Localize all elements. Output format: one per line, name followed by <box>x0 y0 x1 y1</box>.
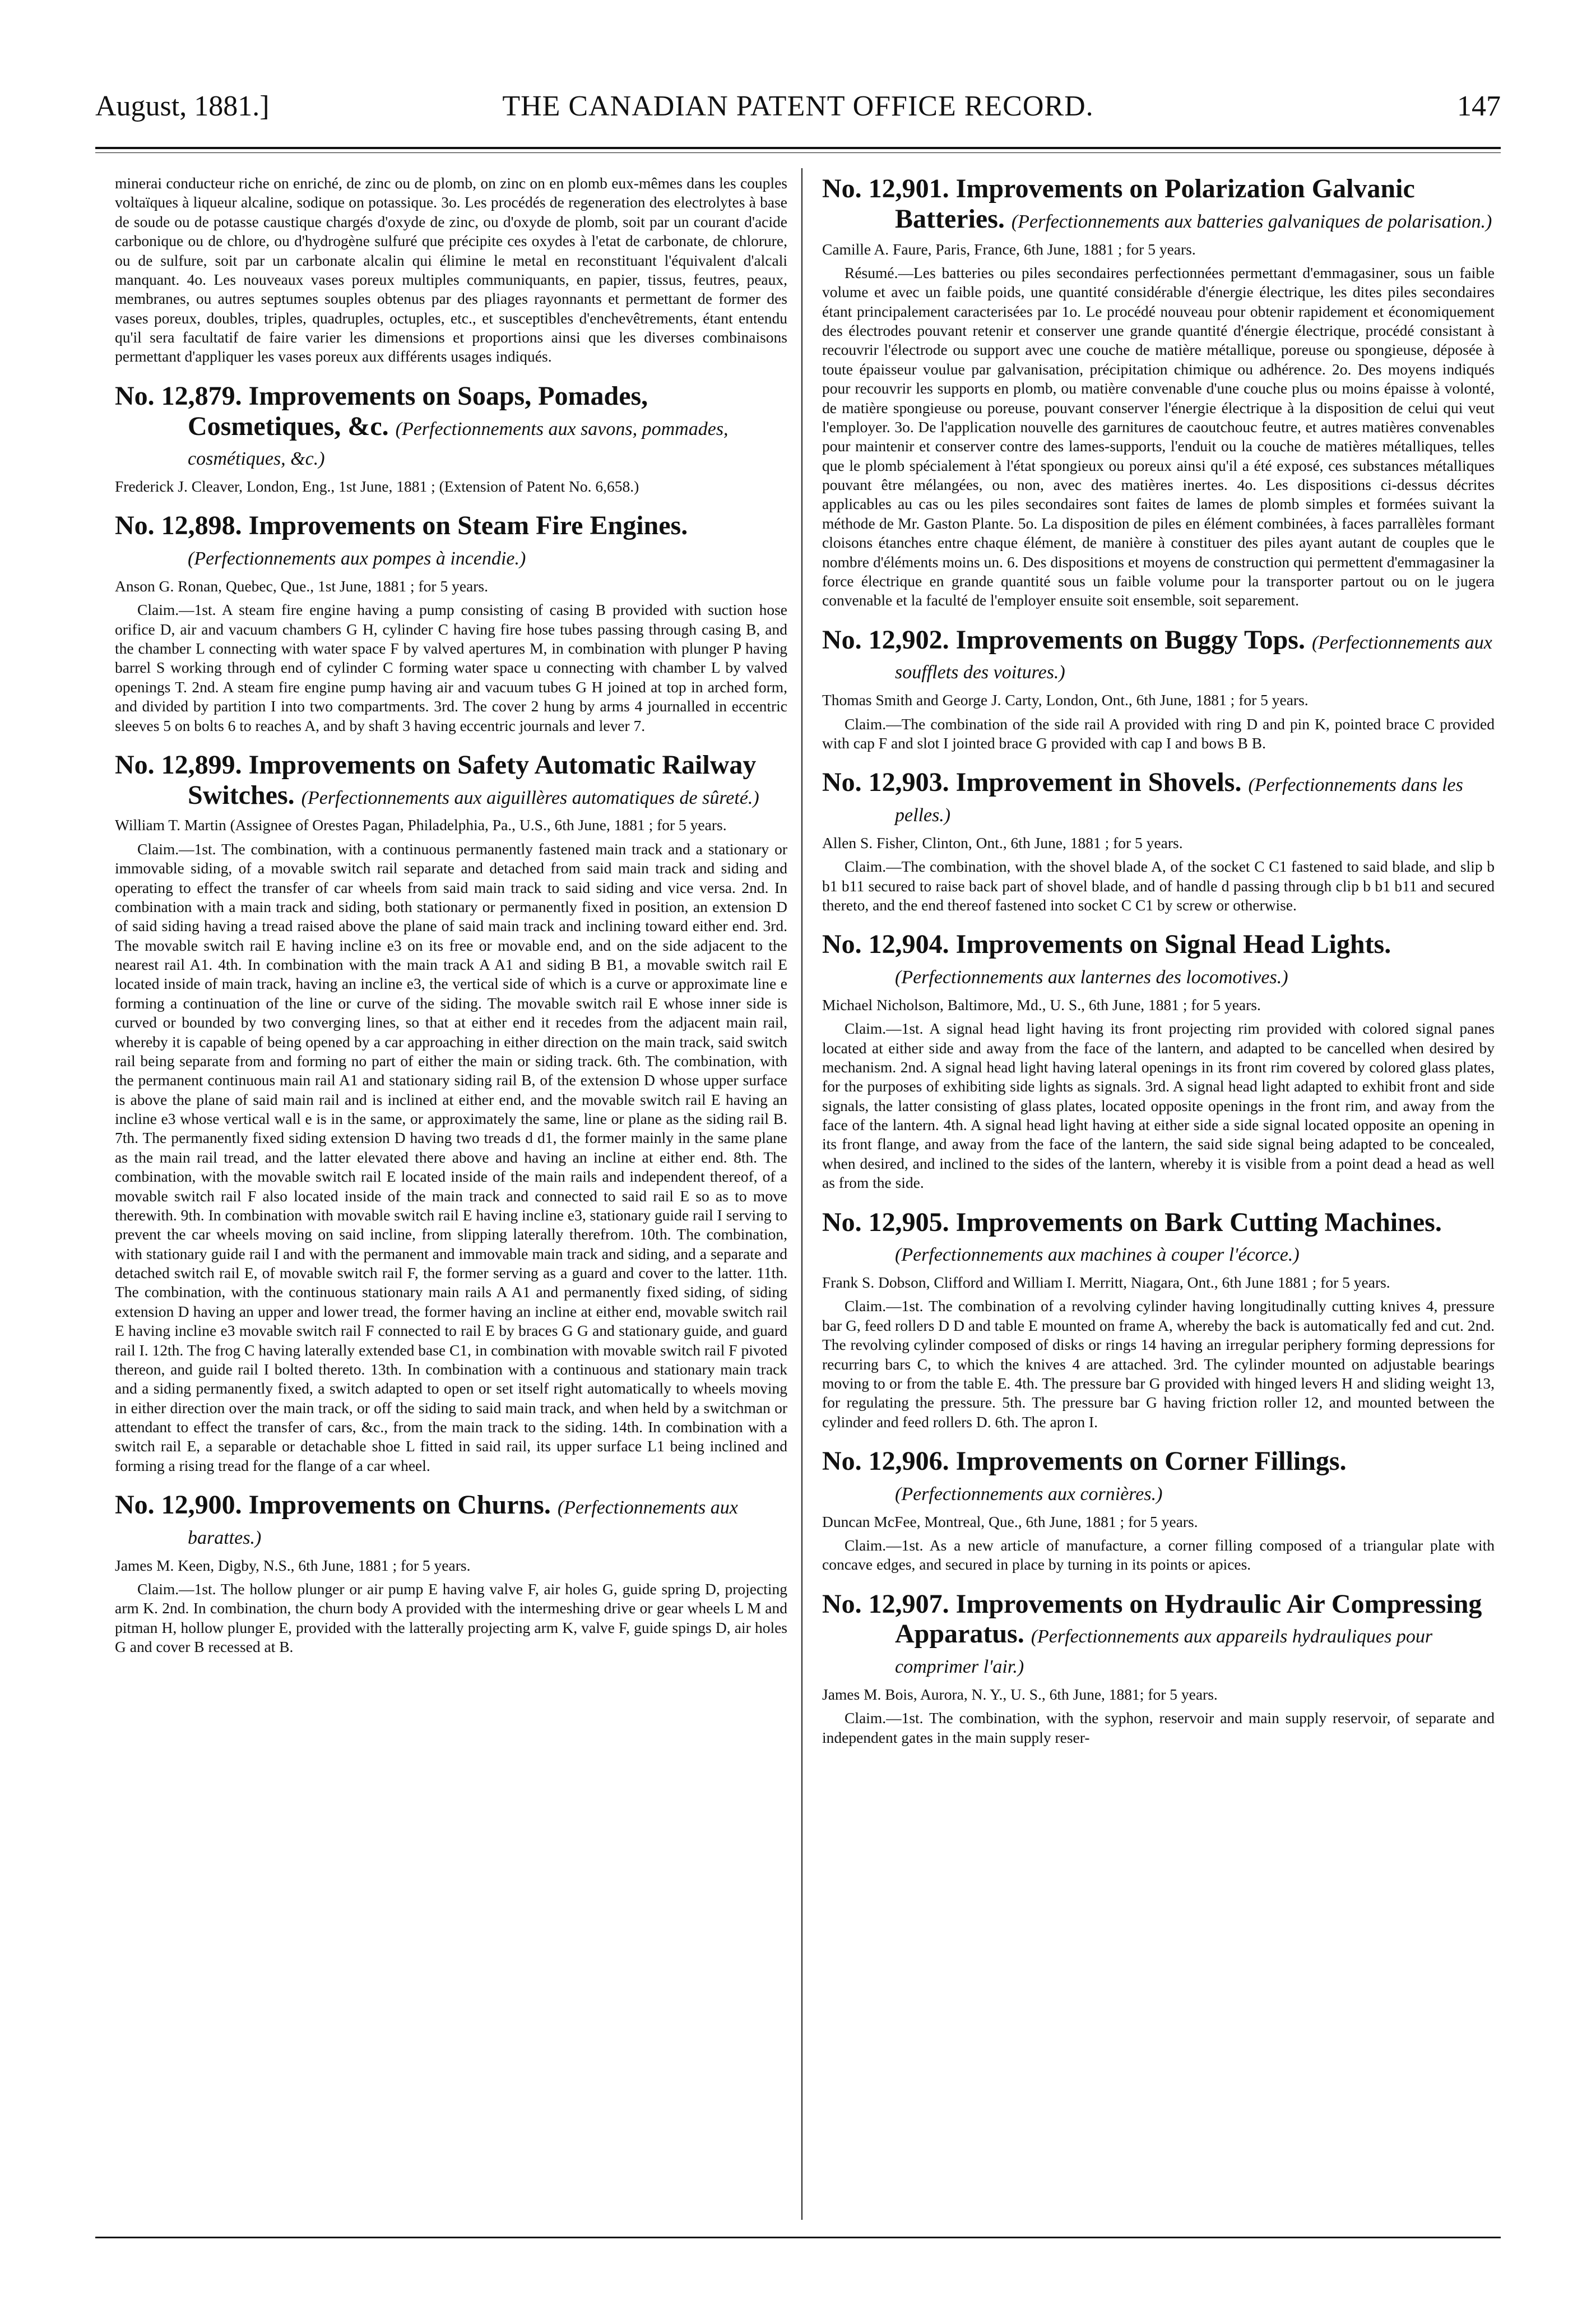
patent-number: No. 12,902. <box>822 624 949 655</box>
patent-number: No. 12,899. <box>115 749 242 780</box>
patent-applicant: Frederick J. Cleaver, London, Eng., 1st June, 1881 ; (Extension of Patent No. 6,658.) <box>115 478 639 495</box>
patent-number: No. 12,904. <box>822 929 949 960</box>
patent-title <box>115 381 787 471</box>
patent-applicant: Frank S. Dobson, Clifford and William I. Merritt, Niagara, Ont., 6th June 1881 ; for 5 years. <box>822 1274 1390 1291</box>
patent-entry <box>115 511 787 735</box>
publication-title: THE CANADIAN PATENT OFFICE RECORD. <box>502 90 1094 122</box>
patent-french-title: (Perfectionnements aux aiguillères automatiques de sûreté.) <box>301 787 759 808</box>
patent-title-text: Improvements on Bark Cutting Machines. <box>955 1207 1442 1237</box>
patent-applicant: William T. Martin (Assignee of Orestes Pagan, Philadelphia, Pa., U.S., 6th June, 1881 ; for 5 years. <box>115 816 727 834</box>
patent-french-title: (Perfectionnements aux soufflets des voitures.) <box>895 632 1492 683</box>
patent-french-title: (Perfectionnements aux barattes.) <box>188 1497 738 1548</box>
patent-applicant: Camille A. Faure, Paris, France, 6th June, 1881 ; for 5 years. <box>822 240 1196 258</box>
patent-french-title: (Perfectionnements aux savons, pommades, cosmétiques, &c.) <box>188 418 729 470</box>
patent-french-title: (Perfectionnements aux appareils hydrauliques pour comprimer l'air.) <box>895 1626 1433 1678</box>
patent-claim: Claim.—1st. The combination of a revolving cylinder having longitudinally cutting knives 4, pressure bar G, feed rollers D D and table E mounted on frame A, whereby the back is automatically fed and cut. 2nd. The revolving cylinder composed of disks or rings 14 having an irregular periphery forming depressions for recurring bars C, to which the knives 4 are attached. 3rd. The cylinder mounted on adjustable bearings moving to or from the table E. 4th. The pressure bar G provided with hinged levers H and sliding weight 13, for regulating the pressure. 5th. The pressure bar G having friction roller 12, and mounted between the cylinder and feed rollers D. 6th. The apron I. <box>822 1297 1495 1431</box>
patent-title-text: Improvements on Steam Fire Engines. <box>248 511 688 541</box>
patent-number: No. 12,905. <box>822 1207 949 1237</box>
header-rule <box>95 147 1501 149</box>
patent-number: No. 12,898. <box>115 511 242 541</box>
patent-claim: Claim.—1st. The combination, with the syphon, reservoir and main supply reservoir, of separate and independent gates in the main supply reser- <box>822 1709 1495 1746</box>
column-divider <box>801 168 802 2220</box>
patent-applicant: James M. Bois, Aurora, N. Y., U. S., 6th June, 1881; for 5 years. <box>822 1685 1218 1703</box>
patent-number: No. 12,879. <box>115 381 242 411</box>
patent-applicant: Anson G. Ronan, Quebec, Que., 1st June, 1881 ; for 5 years. <box>115 577 488 595</box>
patent-claim: Claim.—The combination of the side rail A provided with ring D and pin K, pointed brace C provided with cap F and slot I jointed brace G provided with cap I and bows B B. <box>822 715 1495 752</box>
columns <box>115 168 1493 2220</box>
patent-claim: Claim.—1st. The hollow plunger or air pump E having valve F, air holes G, guide spring D, projecting arm K. 2nd. In combination, the churn body A provided with the intermeshing drive or gear wheels L M and pitman H, hollow plunger E, provided with the latterally projecting arm K, valve F, guide spings D, air holes G and cover B recessed at B. <box>115 1580 787 1656</box>
patent-french-title: (Perfectionnements aux machines à couper l'écorce.) <box>895 1244 1300 1266</box>
patent-entry <box>822 174 1495 610</box>
patent-entry <box>115 750 787 1475</box>
patent-entry <box>822 767 1495 915</box>
patent-entry <box>822 1207 1495 1432</box>
patent-french-title: (Perfectionnements aux pompes à incendie.) <box>188 548 526 570</box>
patent-title-text: Improvements on Polarization Galvanic Batteries. <box>895 174 1415 234</box>
patent-title <box>822 1446 1495 1507</box>
patent-number: No. 12,903. <box>822 767 949 798</box>
patent-entry <box>822 1446 1495 1575</box>
patent-title-text: Improvements on Signal Head Lights. <box>955 929 1391 960</box>
patent-claim: Claim.—1st. The combination, with a continuous permanently fastened main track and a stationary or immovable siding, of a movable switch rail separate and detached from said main track and siding and operating to effect the transfer of car wheels from said main track to said siding and vice versa. 2nd. In combination with a main track and siding, both stationary or permanently fixed in position, an extension D of said siding having a tread raised above the plane of said main track and inclining toward either end. 3rd. The movable switch rail E having incline e3 on its free or movable end, and on the side adjacent to the nearest rail A1. 4th. In combination with the main track A A1 and siding B B1, a movable switch rail E located inside of main track, having an incline e3, the vertical side of which is a curve or approximate line e forming a continuation of the line or curve of the siding. The movable switch rail E whose inner side is curved or bounded by two converging lines, so that at either end it recedes from the adjacent main rail, whereby it is capable of being opened by a car approaching in either direction on the main track, said switch rail being separate from and forming no part of either the main or siding track. 6th. The combination, with the permanent continuous main rail A1 and stationary siding rail B, of the extension D whose upper surface is above the plane of said main rail and is inclined at either end, and the movable switch rail E having an incline e3 whose vertical wall e is in the same, or approximately the same, line or plane as the siding rail B. 7th. The permanently fixed siding extension D having two treads d d1, the former mainly in the same plane as the main rail tread, and the latter elevated there above and having an incline at either end. 8th. The combination, with the movable switch rail E located inside of the main rails and independent thereof, of a movable switch rail F also located inside of the main track and connected to said rail E so as to move therewith. 9th. In combination with movable switch rail E having incline e3, stationary guide rail I serving to prevent the car wheels moving on said incline, from slipping laterally therefrom. 10th. The combination, with stationary guide rail I and with the permanent and immovable main track and siding, and a separate and detached switch rail E, of movable switch rail F, the former serving as a guard and cover to the latter. 11th. The combination, with the continuous stationary main rails A A1 and permanently fixed siding, of siding extension D having an upper and lower tread, the former having an incline at either end, movable switch rail E having incline e3 movable switch rail F connected to rail E by braces G G and stationary guide, and guard rail I. 12th. The frog C having laterally extended base C1, in combination with movable switch rail F pivoted thereon, and guide rail I bolted thereto. 13th. In combination with a continuous and stationary main track and a siding permanently fixed, a switch adapted to open or set itself right automatically to wheels moving in either direction over the main track, or off the siding to said main track, and when held by a switchman or attendant to effect the transfer of cars, &c., from the main track to the siding. 14th. In combination with a switch rail E, a separable or detachable shoe L fitted in said rail, its upper surface L1 being inclined and forming a rising tread for the flange of a car wheel. <box>115 840 787 1474</box>
patent-applicant: Thomas Smith and George J. Carty, London, Ont., 6th June, 1881 ; for 5 years. <box>822 691 1309 709</box>
patent-title-text: Improvements on Corner Fillings. <box>955 1446 1347 1476</box>
patent-applicant: Michael Nicholson, Baltimore, Md., U. S., 6th June, 1881 ; for 5 years. <box>822 996 1261 1013</box>
patent-title-text: Improvements on Soaps, Pomades, Cosmetiques, &c. <box>188 381 648 441</box>
issue-date: August, 1881.] <box>95 90 270 122</box>
patent-entry <box>822 625 1495 753</box>
patent-entry <box>822 1589 1495 1747</box>
patent-title-text: Improvement in Shovels. <box>955 767 1242 798</box>
continued-text: minerai conducteur riche on enriché, de zinc ou de plomb, on zinc on en plomb eux-mêmes dans les couples voltaïques à liqueur alcaline, sodique on potassique. 3o. Les procédés de regeneration des electrolytes à base de soude ou de potasse caustique chargés d'oxyde de zinc, ou d'oxyde de plomb, soit par un courant d'acide carbonique ou de chlore, ou d'hydrogène sulfuré que précipite ces oxydes à l'etat de carbonate, de chlorure, ou de sulfure, soit par un carbonate alcalin qui élimine le metal en reconstituant l'équivalent d'alcali manquant. 4o. Les nouveaux vases poreux multiples communiquants, en papier, tissus, feutres, peaux, membranes, ou autres septumes souples obtenus par des pliages rayonnants et permettant de former des vases poreux, doubles, triples, quadruples, octuples, etc., et susceptibles d'enchevêtrements, étant entendu qu'il sera facultatif de faire varier les dimensions et proportions ainsi que les diverses combinaisons permettant d'appliquer les vases poreux aux différents usages indiqués. <box>115 174 787 365</box>
footer-rule <box>95 2237 1501 2238</box>
patent-title-text: Improvements on Buggy Tops. <box>955 624 1305 655</box>
patent-applicant: Duncan McFee, Montreal, Que., 6th June, 1881 ; for 5 years. <box>822 1512 1198 1530</box>
patent-title <box>822 625 1495 686</box>
patent-entry <box>115 381 787 497</box>
patent-title <box>822 929 1495 990</box>
patent-number: No. 12,907. <box>822 1589 949 1619</box>
patent-title <box>822 174 1495 234</box>
patent-number: No. 12,906. <box>822 1446 949 1476</box>
running-header <box>95 90 1501 135</box>
patent-claim: Résumé.—Les batteries ou piles secondaires perfectionnées permettant d'emmagasiner, sous un faible volume et avec un faible poids, une quantité considérable d'énergie électrique, les dites piles secondaires étant principalement caracterisées par 1o. Le procédé nouveau pour obtenir rapidement et économiquement des électrodes pouvant retenir et conserver une grande quantité d'énergie électrique, procédé consistant à recouvrir l'électrode ou support avec une couche de matière métallique, poreuse ou spongieuse, déposée à toute épaisseur voulue par galvanisation, précipitation chimique ou adhérence. 2o. Des moyens indiqués pour recouvrir les supports en plomb, ou matière convenable d'une couche plus ou moins épaisse à volonté, de matière spongieuse ou poreuse, pouvant conserver l'énergie électrique à la disposition de celui qui veut l'employer. 3o. De l'application nouvelle des garnitures de caoutchouc feutre, et autres matières convenables pour maintenir et conserver contre des lames-supports, l'enduit ou la couche de matières métalliques, telles que le plomb spécialement à l'état spongieux ou poreux ainsi qu'il a été exposé, ces substances métalliques pouvant être mélangées, ou non, avec des matières inertes. 4o. Les dispositions ci-dessus décrites applicables au cas ou les piles secondaires sont faites de lames de plomb simples et formées suivant la méthode de Mr. Gaston Plante. 5o. La disposition de piles en élément combinées, à faces parrallèles formant cloisons étanches entre chaque élément, de manière à constituer des piles ayant autant de couples que le nombre d'éléments moins un. 6. Des dispositions et moyens de construction qui permettent d'emmagasiner la force électrique en grande quantité sous un faible volume pour la transporter partout ou on le jugera convenable et la faculté de l'employer ensuite soit ensemble, soit separement. <box>822 263 1495 609</box>
patent-number: No. 12,900. <box>115 1490 242 1520</box>
patent-entry <box>115 1490 787 1656</box>
right-column <box>822 174 1495 2214</box>
patent-title <box>822 1207 1495 1268</box>
left-column <box>115 174 787 2214</box>
patent-title-text: Improvements on Hydraulic Air Compressing Apparatus. <box>895 1589 1482 1649</box>
patent-number: No. 12,901. <box>822 174 949 203</box>
patent-french-title: (Perfectionnements dans les pelles.) <box>895 775 1463 826</box>
patent-french-title: (Perfectionnements aux cornières.) <box>895 1483 1163 1505</box>
patent-applicant: Allen S. Fisher, Clinton, Ont., 6th June, 1881 ; for 5 years. <box>822 834 1183 851</box>
patent-title <box>115 750 787 811</box>
patent-title-text: Improvements on Safety Automatic Railway Switches. <box>188 749 757 810</box>
patent-claim: Claim.—1st. A steam fire engine having a pump consisting of casing B provided with suction hose orifice D, air and vacuum chambers G H, cylinder C having fire hose tubes passing through casing B, and the chamber L connecting with water space F by valved apertures M, in combination with plunger P having barrel S working through end of cylinder C forming water space u connecting with chamber L by valved openings T. 2nd. A steam fire engine pump having air and vacuum tubes G H joined at top in arched form, and divided by partition I into two compartments. 3rd. The cover 2 hung by arms 4 journalled in eccentric sleeves 5 on bolts 6 to reaches A, and by shaft 3 having eccentric journals and lever 7. <box>115 601 787 734</box>
patent-title <box>822 767 1495 828</box>
patent-title-text: Improvements on Churns. <box>248 1490 551 1520</box>
patent-applicant: James M. Keen, Digby, N.S., 6th June, 1881 ; for 5 years. <box>115 1556 471 1574</box>
patent-title <box>115 1490 787 1551</box>
patent-french-title: (Perfectionnements aux lanternes des locomotives.) <box>895 967 1288 988</box>
patent-french-title: (Perfectionnements aux batteries galvaniques de polarisation.) <box>1011 211 1492 232</box>
patent-claim: Claim.—1st. As a new article of manufacture, a corner filling composed of a triangular plate with concave edges, and secured in place by turning in its points or apices. <box>822 1536 1495 1573</box>
header-rule-thin <box>95 152 1501 153</box>
patent-title <box>822 1589 1495 1679</box>
patent-title <box>115 511 787 571</box>
patent-claim: Claim.—1st. A signal head light having its front projecting rim provided with colored signal panes located at either side and away from the face of the lantern, and adapted to be cancelled when desired by mechanism. 2nd. A signal head light having lateral openings in its front rim covered by colored glass plates, for the purposes of exhibiting side lights as signals. 3rd. A signal head light adapted to exhibit front and side signals, the latter consisting of glass plates, located opposite openings in the front rim, and away from the face of the lantern. 4th. A signal head light having at either side a side signal located opposite an opening in its front flange, and away from the face of the lantern, the said side signal being adapted to be concealed, when desired, and inclined to the sides of the lantern, whereby it is visible from a point dead a head as well as from the side. <box>822 1020 1495 1192</box>
page-number: 147 <box>1457 90 1501 122</box>
patent-entry <box>822 929 1495 1192</box>
patent-claim: Claim.—The combination, with the shovel blade A, of the socket C C1 fastened to said blade, and slip b b1 b11 secured to raise back part of shovel blade, and of handle d passing through clip b b1 b11 and secured thereto, and the end thereof fastened into socket C C1 by screw or otherwise. <box>822 858 1495 914</box>
